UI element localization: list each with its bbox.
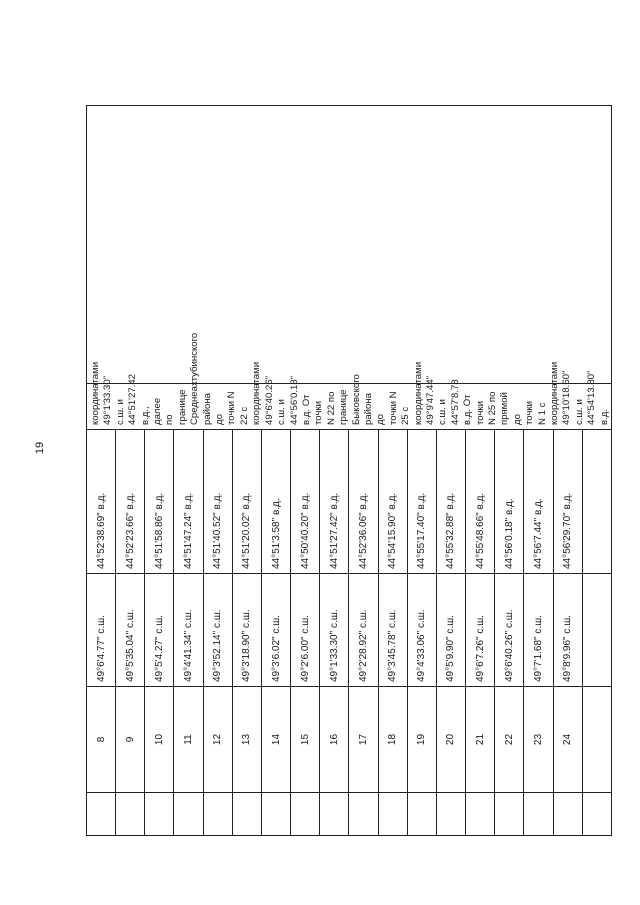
description-line: 49°9'47.44" с.ш. и <box>424 375 449 425</box>
empty-cell <box>582 430 611 574</box>
latitude-cell: 49°2'6.00" с.ш. <box>291 574 320 687</box>
point-number-cell: 24 <box>553 687 582 793</box>
coordinates-table-rotated <box>86 106 610 836</box>
empty-cell <box>116 793 145 836</box>
longitude-cell: 44°55'48.66" в.д. <box>466 430 495 574</box>
description-line: 44°54'13.80" в.д. <box>586 370 610 425</box>
latitude-cell: 49°6'40.26" с.ш. <box>495 574 524 687</box>
longitude-cell: 44°54'15.90" в.д. <box>378 430 407 574</box>
coordinates-table-frame <box>86 106 610 836</box>
longitude-cell: 44°51'58.86" в.д. <box>145 430 174 574</box>
description-line: по границе <box>164 389 188 425</box>
description-line: 44°51'27.42 в.д., далее <box>127 373 164 425</box>
longitude-cell: 44°56'0.18" в.д. <box>495 430 524 574</box>
latitude-cell: 49°6'4.77" с.ш. <box>87 574 116 687</box>
empty-cell <box>87 106 612 384</box>
latitude-cell: 49°3'45.78" с.ш. <box>378 574 407 687</box>
empty-cell <box>495 793 524 836</box>
longitude-cell: 44°56'7.44" в.д. <box>524 430 553 574</box>
description-line: координатами <box>251 361 263 425</box>
longitude-cell: 44°52'36.06" в.д. <box>349 430 378 574</box>
latitude-cell: 49°7'1.68" с.ш. <box>524 574 553 687</box>
description-line: точки N 25 с <box>387 391 412 425</box>
longitude-cell: 44°52'23.66" в.д. <box>116 430 145 574</box>
point-number-cell: 10 <box>145 687 174 793</box>
empty-cell <box>582 793 611 836</box>
point-number-cell: 14 <box>261 687 290 793</box>
empty-cell <box>349 793 378 836</box>
description-line: 44°56'0.18" в.д. От точки <box>288 375 325 425</box>
point-number-cell: 17 <box>349 687 378 793</box>
table-row <box>87 106 116 836</box>
empty-cell <box>378 793 407 836</box>
latitude-cell: 49°1'33.30" с.ш. <box>320 574 349 687</box>
empty-cell <box>553 793 582 836</box>
point-number-cell: 19 <box>407 687 436 793</box>
empty-cell <box>261 793 290 836</box>
coordinates-table <box>86 105 612 836</box>
description-line: Среднеахтубинского <box>189 332 201 425</box>
empty-cell <box>145 793 174 836</box>
longitude-cell: 44°51'3.58" в.д. <box>261 430 290 574</box>
longitude-cell: 44°51'40.52" в.д. <box>203 430 232 574</box>
point-number-cell: 23 <box>524 687 553 793</box>
point-number-cell: 20 <box>436 687 465 793</box>
description-line: координатами <box>90 361 101 425</box>
latitude-cell: 49°5'9.90" с.ш. <box>436 574 465 687</box>
longitude-cell: 44°51'27.42" в.д. <box>320 430 349 574</box>
latitude-cell: 49°8'9.96" с.ш. <box>553 574 582 687</box>
description-line: N 22 по границе <box>325 389 350 425</box>
longitude-cell: 44°56'29.70" в.д. <box>553 430 582 574</box>
longitude-cell: 44°55'17.40" в.д. <box>407 430 436 574</box>
empty-cell <box>174 793 203 836</box>
latitude-cell: 49°5'35.04" с.ш. <box>116 574 145 687</box>
point-number-cell: 16 <box>320 687 349 793</box>
coordinates-table-body <box>87 106 612 836</box>
empty-cell <box>582 574 611 687</box>
latitude-cell: 49°4'41.34" с.ш. <box>174 574 203 687</box>
empty-cell <box>320 793 349 836</box>
latitude-cell: 49°3'6.02" с.ш. <box>261 574 290 687</box>
point-number-cell: 15 <box>291 687 320 793</box>
empty-cell <box>466 793 495 836</box>
point-number-cell: 11 <box>174 687 203 793</box>
longitude-cell: 44°51'20.02" в.д. <box>232 430 261 574</box>
longitude-cell: 44°51'47.24" в.д. <box>174 430 203 574</box>
description-line: Быковского района до <box>350 374 387 425</box>
description-line: 44°57'8.78 в.д. От точки <box>449 379 486 425</box>
description-line: района до точки N 22 с <box>201 391 250 425</box>
empty-cell <box>407 793 436 836</box>
point-number-cell: 21 <box>466 687 495 793</box>
latitude-cell: 49°3'18.90" с.ш. <box>232 574 261 687</box>
point-number-cell: 18 <box>378 687 407 793</box>
latitude-cell: 49°2'28.92" с.ш. <box>349 574 378 687</box>
empty-cell <box>436 793 465 836</box>
longitude-cell: 44°55'32.88" в.д. <box>436 430 465 574</box>
boundary-description-cell <box>87 332 612 430</box>
empty-cell <box>291 793 320 836</box>
point-number-cell: 8 <box>87 687 116 793</box>
latitude-cell: 49°4'33.06" с.ш. <box>407 574 436 687</box>
description-line: 49°6'40.26" с.ш. и <box>263 375 288 425</box>
longitude-cell: 44°50'40.20" в.д. <box>291 430 320 574</box>
point-number-cell: 9 <box>116 687 145 793</box>
description-line: N 1 с координатами <box>536 361 561 425</box>
empty-cell <box>232 793 261 836</box>
description-line: N 25 по прямой до точки <box>487 391 536 425</box>
empty-cell <box>87 793 116 836</box>
empty-cell <box>524 793 553 836</box>
latitude-cell: 49°6'7.26" с.ш. <box>466 574 495 687</box>
description-line: 49°10'18.60" с.ш. и <box>561 370 585 425</box>
point-number-cell: 12 <box>203 687 232 793</box>
latitude-cell: 49°5'4.27" с.ш. <box>145 574 174 687</box>
latitude-cell: 49°3'52.14" с.ш. <box>203 574 232 687</box>
empty-cell <box>203 793 232 836</box>
longitude-cell: 44°52'38.69" в.д. <box>87 430 116 574</box>
description-line: 49°1'33.30" с.ш. и <box>102 375 126 425</box>
point-number-cell: 22 <box>495 687 524 793</box>
empty-cell <box>582 687 611 793</box>
description-line: координатами <box>412 361 424 425</box>
point-number-cell: 13 <box>232 687 261 793</box>
